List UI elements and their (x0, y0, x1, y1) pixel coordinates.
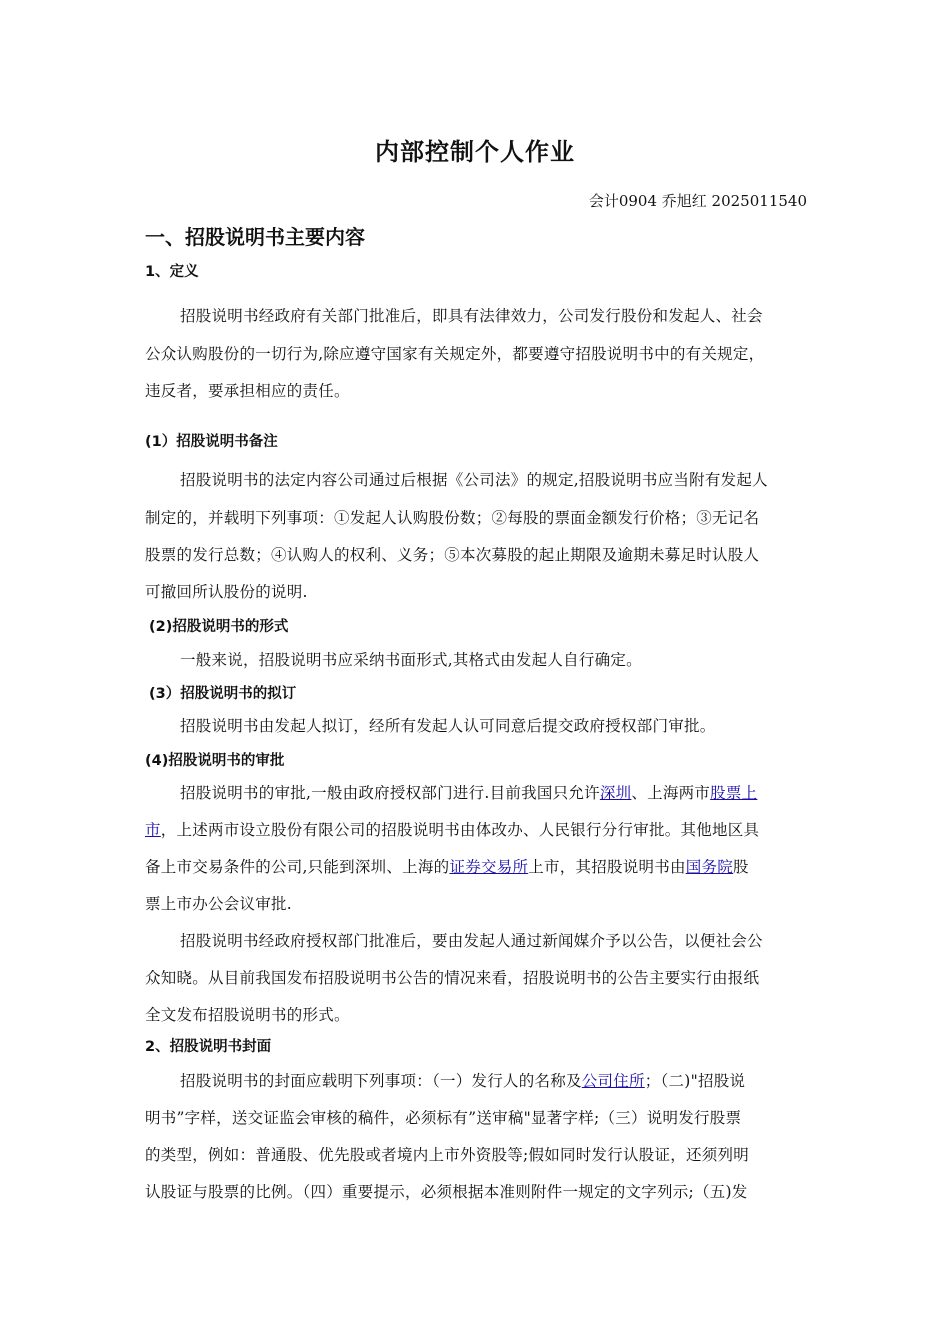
text-run: 招股说明书的封面应载明下列事项：（一）发行人的名称及 (180, 1072, 582, 1090)
text-run: ，上述两市设立股份有限公司的招股说明书由体改办、人民银行分行审批。其他地区具 (160, 821, 760, 839)
paragraph-line: 招股说明书的法定内容公司通过后根据《公司法》的规定,招股说明书应当附有发起人 (180, 471, 768, 489)
paragraph-line: 招股说明书由发起人拟订，经所有发起人认可同意后提交政府授权部门审批。 (180, 717, 716, 735)
paragraph-line (145, 818, 759, 840)
document-title: 内部控制个人作业 (375, 138, 575, 166)
link-stock-exchange[interactable]: 证券交易所 (449, 858, 529, 876)
author-info: 会计0904 乔旭红 2025011540 (588, 192, 807, 210)
paragraph-line: 股票的发行总数；④认购人的权利、义务；⑤本次募股的起止期限及逾期未募足时认股人 (145, 546, 760, 564)
text-run: 上市，其招股说明书由 (528, 858, 686, 876)
paragraph-line: 众知晓。从目前我国发布招股说明书公告的情况来看，招股说明书的公告主要实行由报纸 (145, 969, 760, 987)
text-run: 股 (732, 858, 749, 876)
paragraph-line: 招股说明书经政府授权部门批准后，要由发起人通过新闻媒介予以公告，以便社会公 (180, 932, 763, 950)
paragraph-line: 一般来说，招股说明书应采纳书面形式,其格式由发起人自行确定。 (180, 651, 642, 669)
subheading-remarks: (1）招股说明书备注 (145, 434, 278, 450)
paragraph-line: 公众认购股份的一切行为,除应遵守国家有关规定外，都要遵守招股说明书中的有关规定， (145, 345, 765, 363)
section-heading-main: 一、招股说明书主要内容 (145, 225, 365, 249)
paragraph-line (180, 1069, 745, 1091)
link-stock-listing-cont[interactable]: 市 (145, 821, 161, 839)
text-run: 、上海两市 (631, 784, 711, 802)
paragraph-line: 明书”字样，送交证监会审核的稿件，必须标有”送审稿"显著字样;（三）说明发行股票 (145, 1109, 742, 1127)
link-state-council[interactable]: 国务院 (685, 858, 733, 876)
paragraph-line: 认股证与股票的比例。（四）重要提示，必须根据本准则附件一规定的文字列示;（五)发 (145, 1183, 748, 1201)
subheading-definition: 1、定义 (145, 264, 199, 280)
subheading-approval: (4)招股说明书的审批 (145, 753, 285, 769)
text-run: 备上市交易条件的公司,只能到深圳、上海的 (145, 858, 450, 876)
link-company-address[interactable]: 公司住所 (581, 1072, 645, 1090)
subheading-form: (2)招股说明书的形式 (149, 619, 289, 635)
link-shenzhen[interactable]: 深圳 (599, 784, 632, 802)
paragraph-line: 招股说明书经政府有关部门批准后，即具有法律效力，公司发行股份和发起人、社会 (180, 307, 763, 325)
text-run: 招股说明书的审批,一般由政府授权部门进行.目前我国只允许 (180, 784, 600, 802)
paragraph-line: 全文发布招股说明书的形式。 (145, 1006, 350, 1024)
subheading-cover: 2、招股说明书封面 (145, 1039, 272, 1055)
paragraph-line: 票上市办公会议审批. (145, 895, 292, 913)
paragraph-line: 违反者，要承担相应的责任。 (145, 382, 350, 400)
text-run: ；（二)"招股说 (644, 1072, 746, 1090)
paragraph-line: 的类型，例如：普通股、优先股或者境内上市外资股等;假如同时发行认股证，还须列明 (145, 1146, 749, 1164)
paragraph-line (145, 855, 749, 877)
paragraph-line: 可撤回所认股份的说明. (145, 583, 308, 601)
paragraph-line: 制定的，并载明下列事项：①发起人认购股份数；②每股的票面金额发行价格；③无记名 (145, 509, 760, 527)
subheading-drafting: (3）招股说明书的拟订 (149, 686, 297, 702)
link-stock-listing[interactable]: 股票上 (710, 784, 758, 802)
paragraph-line (180, 781, 757, 803)
